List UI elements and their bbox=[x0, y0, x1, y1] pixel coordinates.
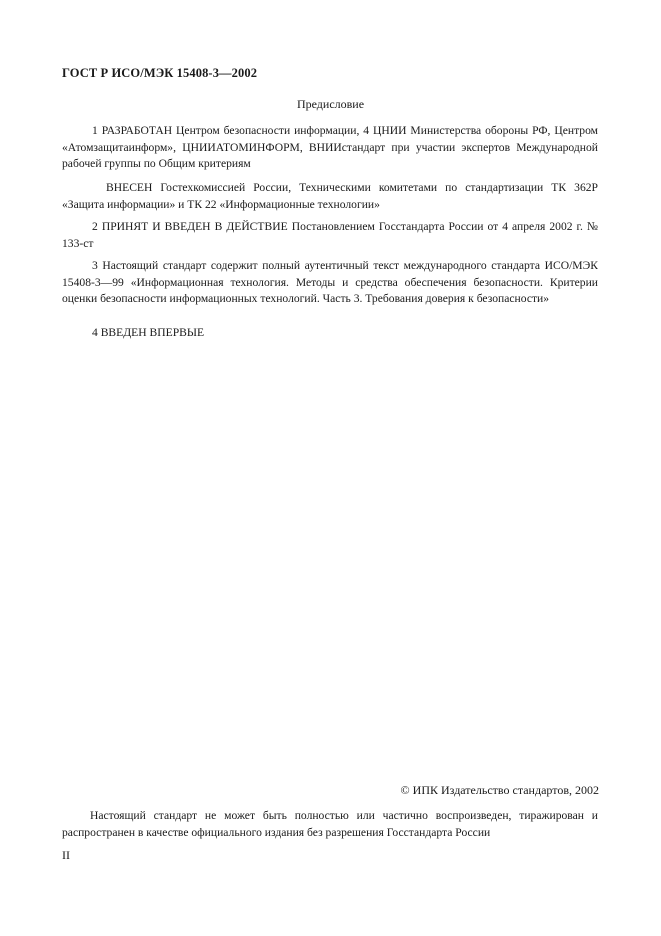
paragraph-content: 3 Настоящий стандарт содержит полный аутентичный текст международного стандарта ИСО/МЭК 15408-3—99 «Информационная технология. Методы и средства обеспечения безопасности. Критерии оценки безопасности информационных технологий. Часть 3. Требования доверия к безопасности» bbox=[62, 259, 598, 305]
reproduction-notice: Настоящий стандарт не может быть полностью или частично воспроизведен, тиражирован и распространен в качестве официального издания без разрешения Госстандарта России bbox=[62, 809, 598, 839]
paragraph-developed-by: 1 РАЗРАБОТАН Центром безопасности информации, 4 ЦНИИ Министерства обороны РФ, Центром «Атомзащитаинформ», ЦНИИАТОМИНФОРМ, ВНИИстандарт при участии экспертов Международной рабочей группы по Общим критериям bbox=[62, 124, 598, 170]
section-title: Предисловие bbox=[296, 97, 365, 111]
page-number: II bbox=[62, 848, 70, 862]
copyright-line: © ИПК Издательство стандартов, 2002 bbox=[400, 783, 599, 797]
paragraph-adopted: 2 ПРИНЯТ И ВВЕДЕН В ДЕЙСТВИЕ Постановлением Госстандарта России от 4 апреля 2002 г. № 133-ст bbox=[62, 220, 598, 250]
document-header: ГОСТ Р ИСО/МЭК 15408-3—2002 bbox=[62, 66, 258, 80]
paragraph-introduced-by: ВНЕСЕН Гостехкомиссией России, Техническими комитетами по стандартизации ТК 362Р «Защита информации» и ТК 22 «Информационные технологии» bbox=[62, 181, 598, 211]
paragraph-first-introduced: 4 ВВЕДЕН ВПЕРВЫЕ bbox=[92, 326, 205, 339]
